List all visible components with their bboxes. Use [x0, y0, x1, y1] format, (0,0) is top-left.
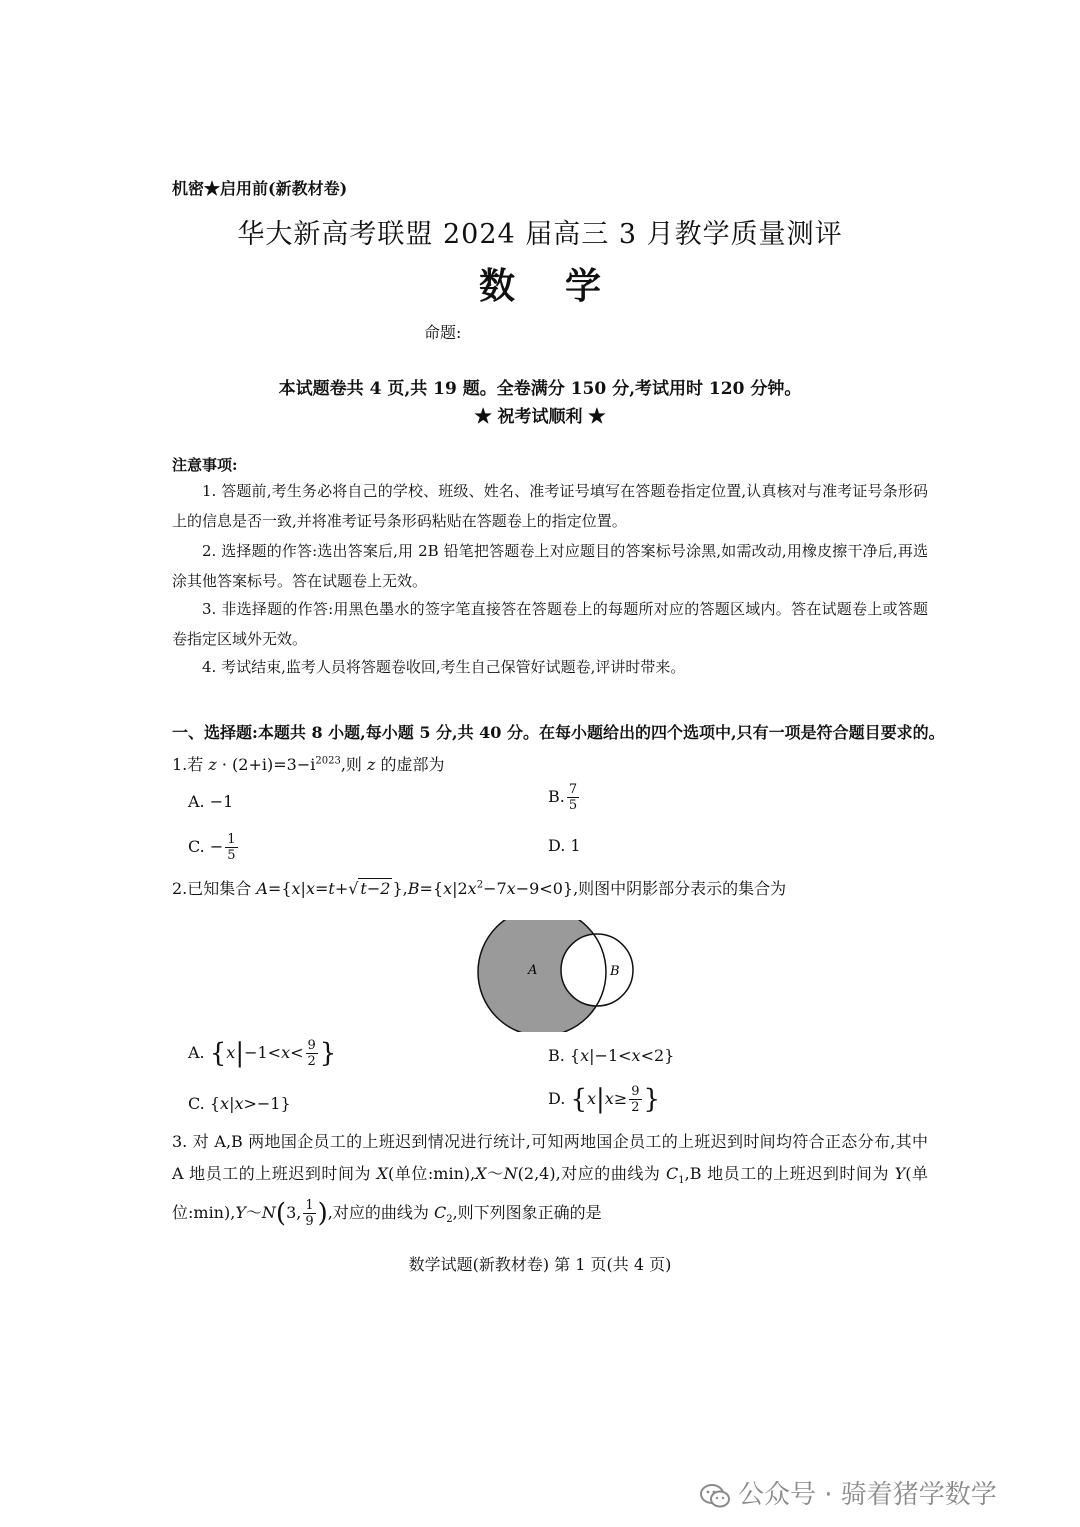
exam-title: 华大新高考联盟 2024 届高三 3 月教学质量测评 [237, 219, 843, 250]
q1-option-a: A. −1 [188, 792, 234, 811]
question-1-stem: 1.若 $z \cdot (2+i)=3-i^{2023}$,则 z 的虚部为 [172, 755, 445, 774]
venn-label-b: B [610, 964, 620, 979]
q2-option-c: C. {x|x>−1} [188, 1094, 291, 1113]
watermark: 公众号 · 骑着猪学数学 [700, 1474, 997, 1511]
wish-line: ★ 祝考试顺利 ★ [474, 407, 606, 427]
venn-label-a: A [528, 963, 538, 978]
section-heading: 一、选择题:本题共 8 小题,每小题 5 分,共 40 分。在每小题给出的四个选项中,只有一项是符合题目要求的。 [172, 723, 945, 742]
question-2-stem: 2.已知集合 A={x|x=t+√ t−2 }$,B=\{x|2x^2-7x-9<0\}$,则图中阴影部分表示的集合为 [172, 879, 787, 898]
notice-item-1: 1. 答题前,考生务必将自己的学校、班级、姓名、准考证号填写在答题卷指定位置,认真核对与准考证号条形码上的信息是否一致,并将准考证号条形码粘贴在答题卷上的指定位置。 [172, 482, 928, 530]
confidential-label: 机密★启用前(新教材卷) [172, 179, 348, 198]
exam-info: 本试题卷共 4 页,共 19 题。全卷满分 150 分,考试用时 120 分钟。 [278, 379, 802, 399]
venn-set-b [561, 934, 633, 1006]
subject-title: 数学 [478, 265, 651, 307]
notice-item-4: 4. 考试结束,监考人员将答题卷收回,考生自己保管好试题卷,评讲时带来。 [202, 658, 686, 676]
q1-option-d: D. 1 [548, 836, 581, 855]
notice-item-3: 3. 非选择题的作答:用黑色墨水的签字笔直接答在答题卷上的每题所对应的答题区域内。答在试题卷上或答题卷指定区域外无效。 [172, 600, 928, 648]
page-footer: 数学试题(新教材卷) 第 1 页(共 4 页) [408, 1255, 672, 1274]
q2-option-a: A. {x|−1<x< $\frac{9}{2}$ } [188, 1038, 337, 1069]
q1-option-c: C. − $\frac{1}{5}$ [188, 832, 236, 863]
venn-diagram [470, 920, 650, 1032]
q2-option-d: D. {x|x≥ $\frac{9}{2}$ } [548, 1084, 661, 1115]
q1-option-b: B. $\frac{7}{5}$ [548, 782, 578, 813]
wechat-icon [700, 1483, 730, 1509]
q2-option-b: B. {x|−1<x<2} [548, 1046, 675, 1065]
notice-title: 注意事项: [172, 456, 238, 474]
author-label: 命题: [424, 323, 462, 342]
notice-item-2: 2. 选择题的作答:选出答案后,用 2B 铅笔把答题卷上对应题目的答案标号涂黑,如需改动,用橡皮擦干净后,再选涂其他答案标号。答在试题卷上无效。 [172, 542, 928, 590]
question-3-stem: 3. 对 A,B 两地国企员工的上班迟到情况进行统计,可知两地国企员工的上班迟到时间均符合正态分布,其中 A 地员工的上班迟到时间为 X(单位:min),X～N(2,4),对应的曲线为 $C_1,B$ 地员工的上班迟到时间为 Y(单位:min),Y～N(3, $\frac{1}{9}$ ),对应的曲线为 $C_2$,则下列图象正确的是 [172, 1132, 928, 1230]
